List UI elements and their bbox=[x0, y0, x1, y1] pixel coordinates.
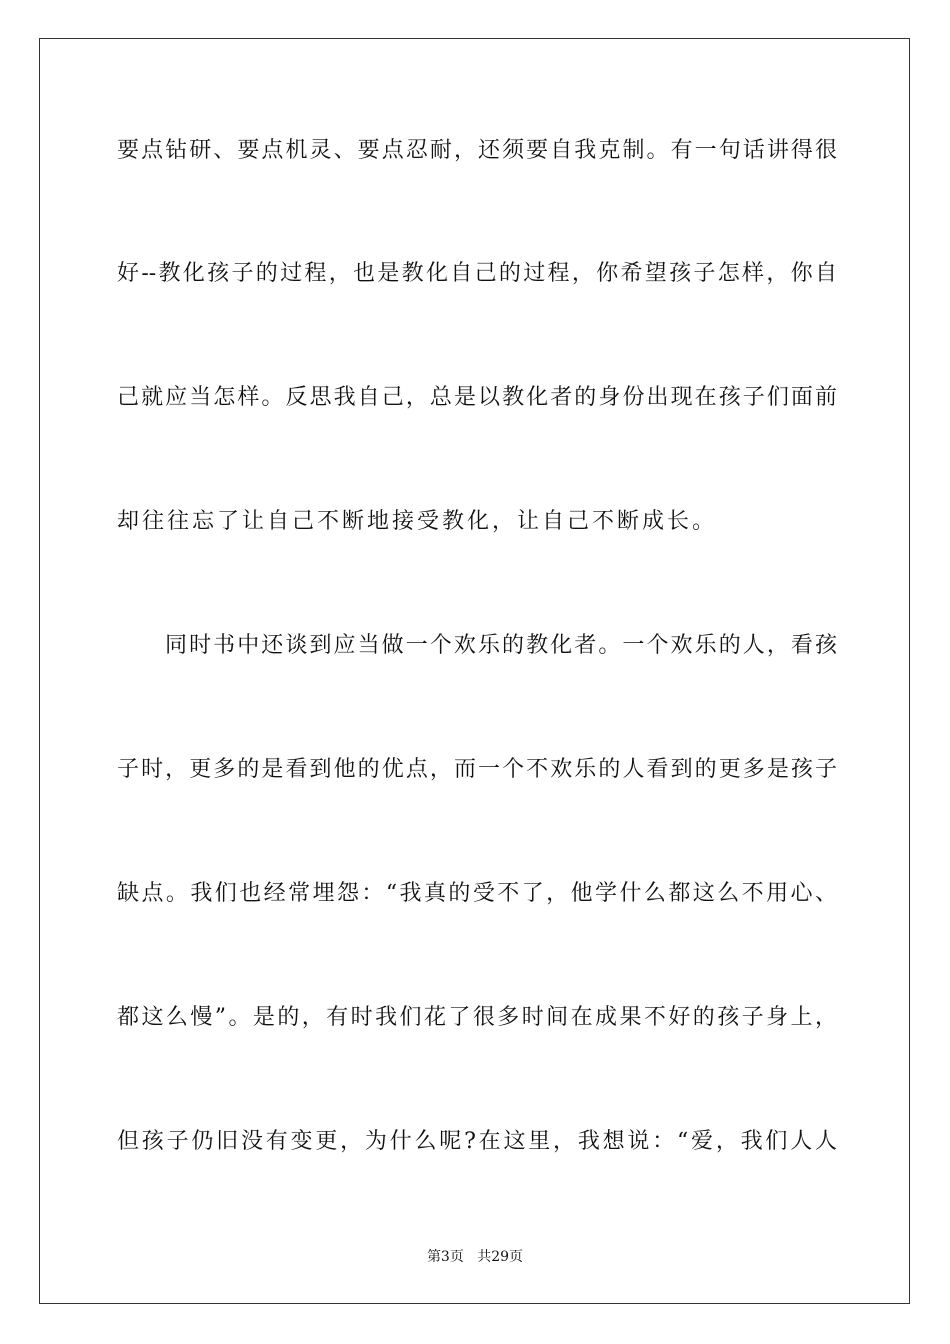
paragraph-line: 同时书中还谈到应当做一个欢乐的教化者。一个欢乐的人，看孩 bbox=[165, 633, 837, 658]
page-border bbox=[39, 38, 910, 1304]
page-number: 第3页 bbox=[426, 1249, 464, 1265]
page-footer bbox=[0, 1247, 950, 1267]
paragraph-line: 却往往忘了让自己不断地接受教化，让自己不断成长。 bbox=[117, 509, 718, 534]
paragraph-line: 己就应当怎样。反思我自己，总是以教化者的身份出现在孩子们面前 bbox=[117, 385, 837, 410]
paragraph-line: 但孩子仍旧没有变更，为什么呢?在这里，我想说：“爱，我们人人 bbox=[117, 1129, 837, 1154]
paragraph-line: 好--教化孩子的过程，也是教化自己的过程，你希望孩子怎样，你自 bbox=[117, 261, 837, 286]
paragraph-line: 子时，更多的是看到他的优点，而一个不欢乐的人看到的更多是孩子 bbox=[117, 757, 837, 782]
total-pages: 共29页 bbox=[477, 1249, 524, 1265]
paragraph-line: 要点钻研、要点机灵、要点忍耐，还须要自我克制。有一句话讲得很 bbox=[117, 138, 837, 163]
paragraph-line: 都这么慢”。是的，有时我们花了很多时间在成果不好的孩子身上， bbox=[117, 1005, 837, 1030]
paragraph-line: 缺点。我们也经常埋怨：“我真的受不了，他学什么都这么不用心、 bbox=[117, 881, 837, 906]
